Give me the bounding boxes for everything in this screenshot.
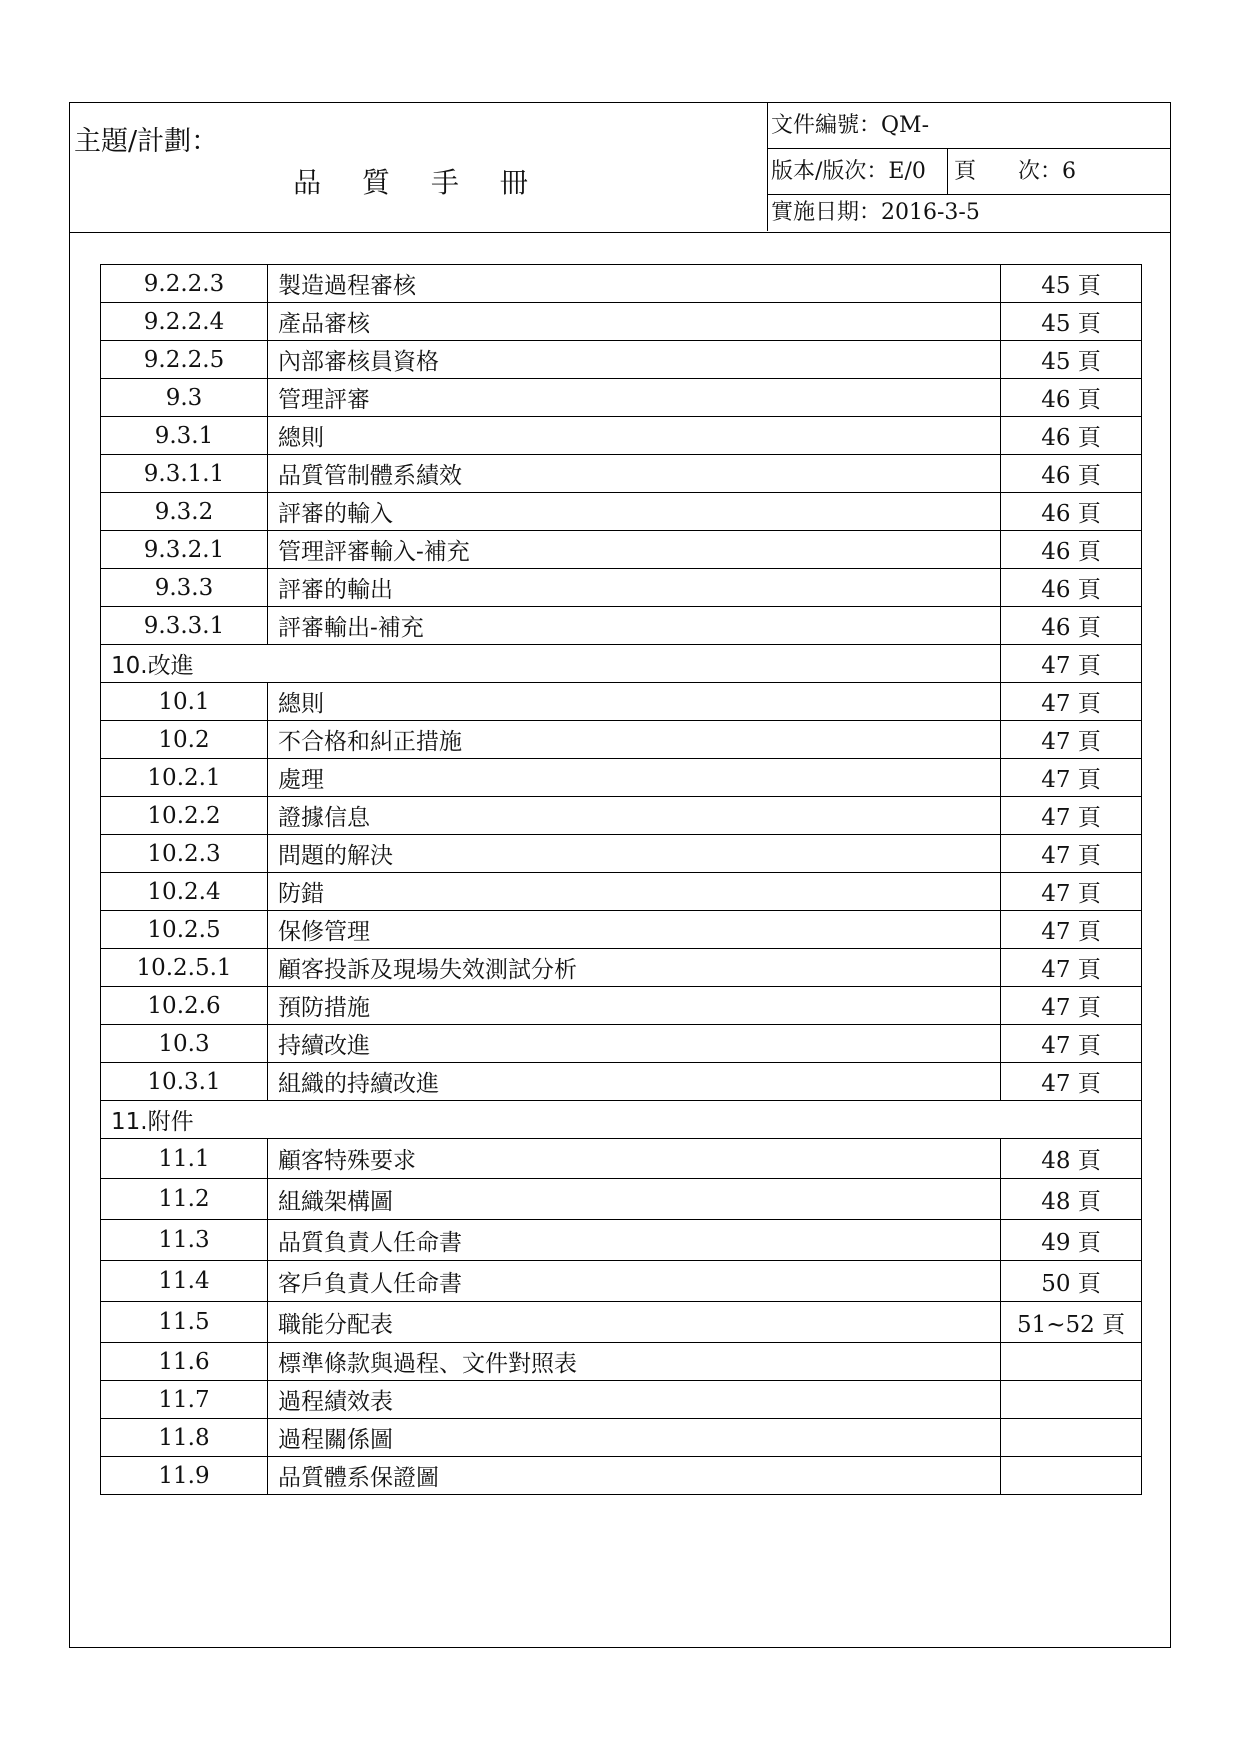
toc-number: 9.3.2 [101,493,268,531]
toc-title: 過程績效表 [268,1381,1001,1419]
toc-page [1001,1419,1142,1457]
toc-number: 10.3.1 [101,1063,268,1101]
table-row [101,797,1142,835]
toc-page: 47 頁 [1001,683,1142,721]
toc-page: 46 頁 [1001,569,1142,607]
toc-page [1001,1343,1142,1381]
table-row [101,455,1142,493]
table-row [101,265,1142,303]
toc-title: 防錯 [268,873,1001,911]
toc-title: 總則 [268,417,1001,455]
toc-title: 總則 [268,683,1001,721]
toc-page: 46 頁 [1001,607,1142,645]
table-row [101,341,1142,379]
table-row [101,493,1142,531]
toc-number: 10.2 [101,721,268,759]
toc-number: 11.1 [101,1139,268,1179]
table-row [101,1063,1142,1101]
toc-title: 持續改進 [268,1025,1001,1063]
toc-title: 職能分配表 [268,1302,1001,1343]
toc-page: 45 頁 [1001,303,1142,341]
version: 版本/版次：E/0 [768,149,948,195]
toc-title: 不合格和糾正措施 [268,721,1001,759]
toc-page: 49 頁 [1001,1220,1142,1261]
toc-number: 11.4 [101,1261,268,1302]
toc-number: 10.3 [101,1025,268,1063]
toc-page: 47 頁 [1001,721,1142,759]
toc-title: 製造過程審核 [268,265,1001,303]
section-title-11: 11.附件 [101,1101,1142,1139]
table-row [101,835,1142,873]
toc-number: 9.3.3.1 [101,607,268,645]
toc-title: 品質體系保證圖 [268,1457,1001,1495]
toc-title: 內部審核員資格 [268,341,1001,379]
toc-title: 產品審核 [268,303,1001,341]
table-row [101,1139,1142,1179]
table-row [101,569,1142,607]
toc-number: 9.3.3 [101,569,268,607]
toc-title: 處理 [268,759,1001,797]
toc-page: 48 頁 [1001,1139,1142,1179]
table-row [101,1179,1142,1220]
toc-title: 品質管制體系績效 [268,455,1001,493]
table-row [101,873,1142,911]
table-row [101,949,1142,987]
toc-number: 9.2.2.4 [101,303,268,341]
toc-page [1001,1457,1142,1495]
toc-number: 9.3 [101,379,268,417]
toc-page: 47 頁 [1001,949,1142,987]
toc-page: 47 頁 [1001,1063,1142,1101]
table-row [101,531,1142,569]
toc-number: 10.2.3 [101,835,268,873]
toc-page: 47 頁 [1001,797,1142,835]
toc-title: 預防措施 [268,987,1001,1025]
toc-title: 組織的持續改進 [268,1063,1001,1101]
toc-title: 評審的輸入 [268,493,1001,531]
toc-number: 11.7 [101,1381,268,1419]
toc-page: 47 頁 [1001,645,1142,683]
table-row [101,417,1142,455]
toc-page: 47 頁 [1001,759,1142,797]
toc-number: 11.2 [101,1179,268,1220]
toc-number: 11.3 [101,1220,268,1261]
toc-number: 10.2.2 [101,797,268,835]
table-row [101,1343,1142,1381]
toc-title: 保修管理 [268,911,1001,949]
toc-number: 9.3.1.1 [101,455,268,493]
toc-page: 45 頁 [1001,265,1142,303]
table-row [101,1419,1142,1457]
toc-title: 證據信息 [268,797,1001,835]
doc-number: 文件編號：QM- [768,103,1170,149]
toc-number: 11.9 [101,1457,268,1495]
toc-page: 51~52 頁 [1001,1302,1142,1343]
toc-title: 管理評審 [268,379,1001,417]
toc-page: 47 頁 [1001,835,1142,873]
toc-title: 標準條款與過程、文件對照表 [268,1343,1001,1381]
table-row [101,683,1142,721]
toc-page [1001,1381,1142,1419]
toc-number: 10.2.4 [101,873,268,911]
toc-page: 46 頁 [1001,455,1142,493]
header-info-block [768,103,1170,231]
table-row [101,379,1142,417]
page-info [954,149,1170,195]
toc-page: 50 頁 [1001,1261,1142,1302]
toc-table [100,264,1142,1495]
table-row [101,1381,1142,1419]
toc-title: 評審輸出-補充 [268,607,1001,645]
table-row [101,607,1142,645]
toc-title: 顧客特殊要求 [268,1139,1001,1179]
table-row [101,1261,1142,1302]
toc-title: 過程關係圖 [268,1419,1001,1457]
toc-page: 46 頁 [1001,493,1142,531]
toc-page: 45 頁 [1001,341,1142,379]
toc-number: 10.1 [101,683,268,721]
section-title-10: 10.改進 [101,645,1001,683]
document-title: 品 質 手 冊 [293,166,544,199]
toc-number: 9.2.2.5 [101,341,268,379]
toc-title: 評審的輸出 [268,569,1001,607]
section-row [101,1101,1142,1139]
toc-page: 46 頁 [1001,417,1142,455]
toc-number: 10.2.5 [101,911,268,949]
toc-number: 11.5 [101,1302,268,1343]
toc-number: 9.3.1 [101,417,268,455]
effective-date: 實施日期：2016-3-5 [771,200,980,225]
toc-number: 11.8 [101,1419,268,1457]
table-row [101,303,1142,341]
toc-number: 10.2.1 [101,759,268,797]
section-row [101,645,1142,683]
toc-title: 組織架構圖 [268,1179,1001,1220]
toc-number: 10.2.5.1 [101,949,268,987]
toc-page: 47 頁 [1001,911,1142,949]
toc-title: 品質負責人任命書 [268,1220,1001,1261]
table-row [101,1220,1142,1261]
toc-number: 9.2.2.3 [101,265,268,303]
toc-page: 47 頁 [1001,987,1142,1025]
table-row [101,721,1142,759]
version-row [768,149,1170,195]
toc-page: 47 頁 [1001,1025,1142,1063]
toc-page: 48 頁 [1001,1179,1142,1220]
page-label: 頁 [954,159,977,184]
table-row [101,987,1142,1025]
table-row [101,1457,1142,1495]
table-row [101,759,1142,797]
toc-title: 顧客投訴及現場失效測試分析 [268,949,1001,987]
table-row [101,911,1142,949]
toc-number: 10.2.6 [101,987,268,1025]
document-header [70,103,1170,233]
toc-number: 11.6 [101,1343,268,1381]
page-number: 次：6 [1018,159,1076,184]
subject-label: 主題/計劃： [74,126,219,157]
toc-title: 問題的解決 [268,835,1001,873]
toc-page: 46 頁 [1001,379,1142,417]
toc-title: 管理評審輸入-補充 [268,531,1001,569]
header-title-block [70,103,768,231]
toc-title: 客戶負責人任命書 [268,1261,1001,1302]
table-row [101,1302,1142,1343]
toc-number: 9.3.2.1 [101,531,268,569]
toc-page: 46 頁 [1001,531,1142,569]
toc-page: 47 頁 [1001,873,1142,911]
table-row [101,1025,1142,1063]
